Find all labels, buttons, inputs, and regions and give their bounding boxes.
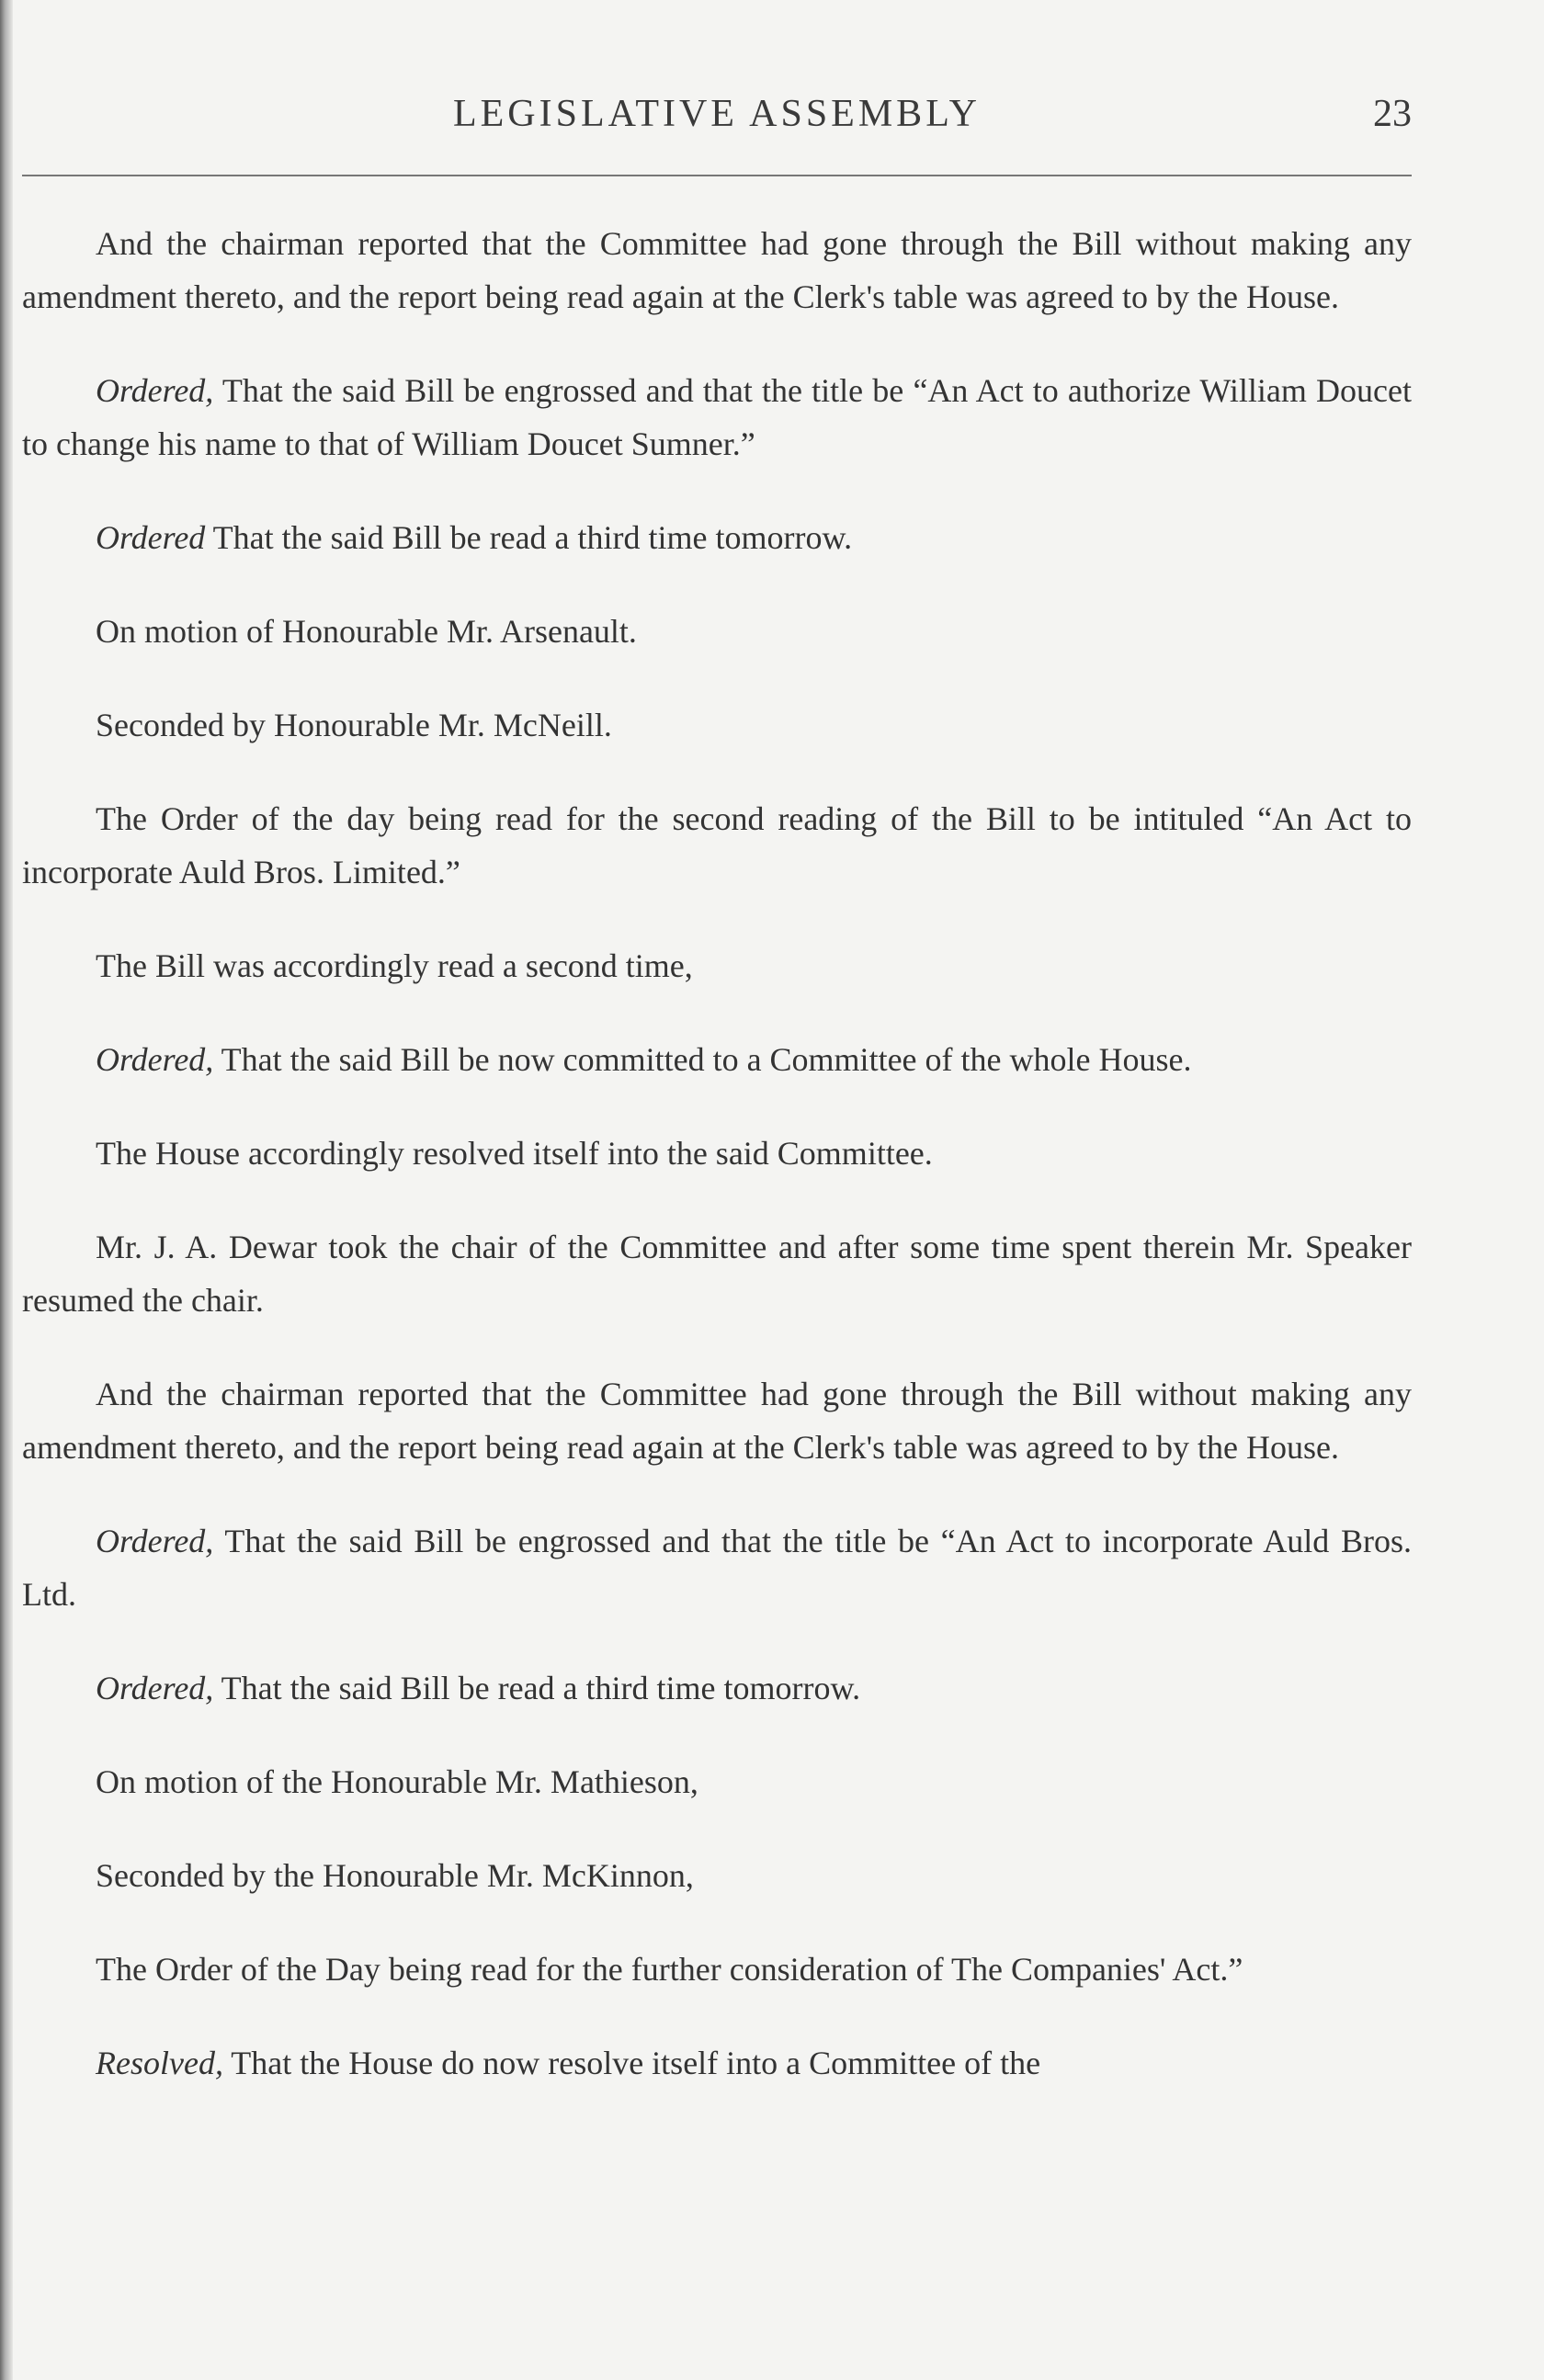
paragraph-text: That the said Bill be engrossed and that the title be “An Act to incorporate Auld Bros. Ltd. (22, 1523, 1412, 1613)
paragraph (22, 792, 1412, 899)
paragraph (22, 1755, 1412, 1808)
paragraph (22, 1220, 1412, 1327)
paragraph-text: Mr. J. A. Dewar took the chair of the Committee and after some time spent therein Mr. Speaker resumed the chair. (22, 1229, 1412, 1319)
binding-shadow (0, 0, 13, 2380)
page-number: 23 (1373, 93, 1412, 135)
paragraph-text: The Order of the Day being read for the further consideration of The Companies' Act.” (96, 1951, 1243, 1988)
paragraph (22, 2036, 1412, 2090)
page-header (22, 92, 1412, 147)
paragraph-text: That the said Bill be engrossed and that the title be “An Act to authorize William Doucet to change his name to that of William Doucet Sumner.” (22, 372, 1412, 462)
paragraph-text: On motion of the Honourable Mr. Mathieson, (96, 1763, 698, 1800)
paragraph (22, 1943, 1412, 1996)
paragraph (22, 1849, 1412, 1902)
paragraph-text: Seconded by Honourable Mr. McNeill. (96, 707, 612, 743)
document-page (22, 0, 1412, 2380)
paragraph-text: That the House do now resolve itself into a Committee of the (222, 2045, 1041, 2081)
paragraph-lead: Ordered (96, 519, 206, 556)
paragraph-text: The Bill was accordingly read a second time, (96, 947, 693, 984)
paragraph-text: Seconded by the Honourable Mr. McKinnon, (96, 1857, 694, 1894)
paragraph (22, 698, 1412, 752)
paragraph (22, 1127, 1412, 1180)
paragraph-text: That the said Bill be read a third time tomorrow. (213, 1670, 861, 1706)
paragraph-lead: Resolved, (96, 2045, 223, 2081)
paragraph-text: And the chairman reported that the Committee had gone through the Bill without making any amendment thereto, and the report being read again at the Clerk's table was agreed to by the House. (22, 225, 1412, 315)
paragraph-lead: Ordered, (96, 1670, 214, 1706)
running-title: LEGISLATIVE ASSEMBLY (453, 93, 981, 135)
paragraph (22, 1033, 1412, 1086)
paragraph-text: That the said Bill be now committed to a Committee of the whole House. (213, 1041, 1192, 1078)
paragraph (22, 1514, 1412, 1621)
paragraph-lead: Ordered, (96, 1041, 214, 1078)
paragraph-text: The Order of the day being read for the second reading of the Bill to be intituled “An Act to incorporate Auld Bros. Limited.” (22, 800, 1412, 890)
paragraph (22, 1367, 1412, 1474)
header-rule (22, 175, 1412, 176)
paragraph-text: That the said Bill be read a third time tomorrow. (205, 519, 853, 556)
body-text (22, 217, 1412, 2130)
paragraph (22, 605, 1412, 658)
paragraph-text: The House accordingly resolved itself into the said Committee. (96, 1135, 933, 1172)
paragraph-lead: Ordered, (96, 372, 214, 409)
paragraph-text: And the chairman reported that the Committee had gone through the Bill without making any amendment thereto, and the report being read again at the Clerk's table was agreed to by the House. (22, 1376, 1412, 1466)
paragraph (22, 511, 1412, 564)
paragraph (22, 939, 1412, 992)
paragraph (22, 364, 1412, 470)
paragraph (22, 1661, 1412, 1715)
paragraph (22, 217, 1412, 323)
paragraph-lead: Ordered, (96, 1523, 214, 1559)
paragraph-text: On motion of Honourable Mr. Arsenault. (96, 613, 637, 650)
